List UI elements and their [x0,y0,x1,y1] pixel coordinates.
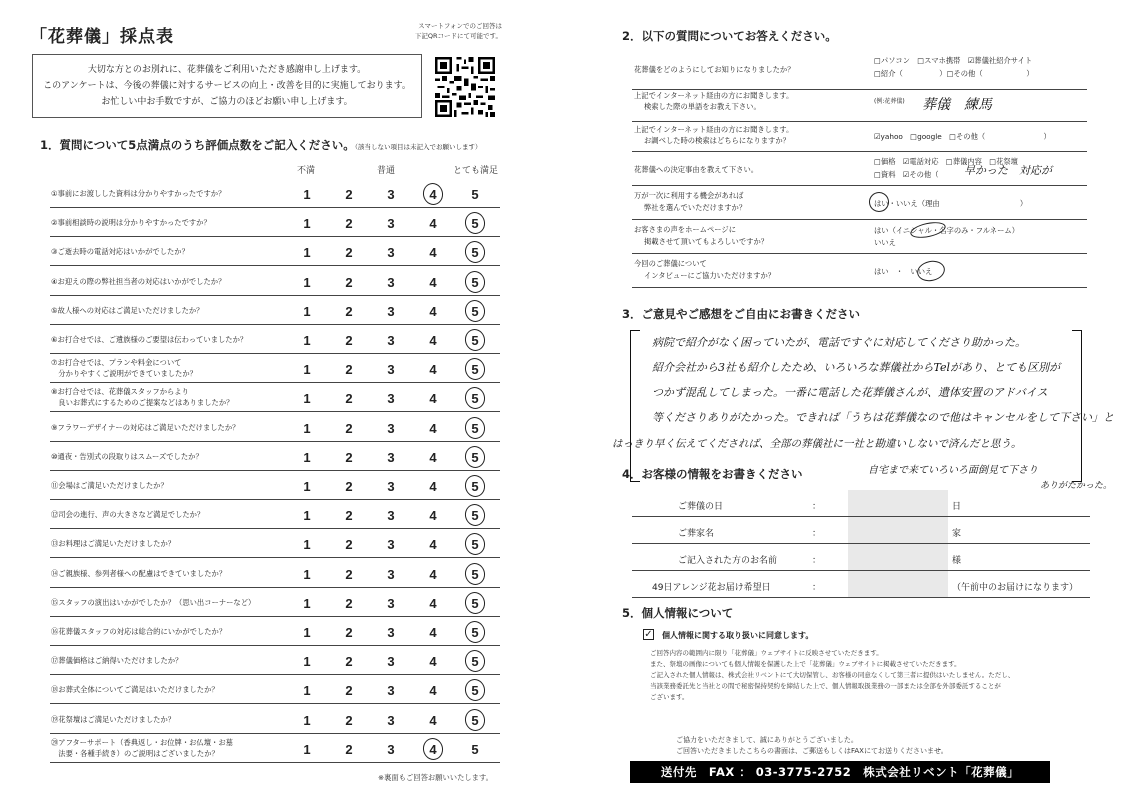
score-option[interactable]: 3 [387,449,395,465]
score-option[interactable]: 1 [303,274,311,290]
score-option[interactable]: 3 [387,479,395,494]
scale-label-high: とても満足 [453,166,499,176]
score-option[interactable]: 5 [471,216,479,232]
score-option[interactable]: 3 [387,274,395,290]
question-text: ⑳アフターサポート（香典返し・お位牌・お仏壇・お墓 [51,737,233,747]
question-row [50,734,500,763]
score-option[interactable]: 1 [303,712,311,728]
score-option[interactable]: 1 [303,303,311,319]
question-text: 良いお葬式にするためのご提案などはありましたか？ [51,398,234,408]
comment-line: はっきり早く伝えてくだされば、全部の葬儀社に一社と勘違いしないで済んだと思う。 [612,438,1022,450]
question-row [50,179,500,208]
question-text: ②事前相談時の説明は分かりやすかったですか？ [51,218,211,228]
footnote: ※裏面もご回答お願いいたします。 [378,773,493,782]
score-option[interactable]: 3 [387,654,395,670]
question-row [50,267,500,296]
score-option[interactable]: 5 [471,333,479,348]
question-row [50,705,500,734]
question-row [50,471,500,500]
q-how-known-options-2: □紹介（ ）□その他（ ） [874,69,1034,78]
q-reuse-options: はい・いいえ（理由 ） [874,199,1028,208]
score-option[interactable]: 4 [429,566,437,582]
thanks-text: ご協力をいただきまして、誠にありがとうございました。 ご回答いただきましたこちらの書面は、ご郵送もしくはFAXにてお送りくださいませ。 [676,736,948,755]
q-interview-row: 今回のご葬儀について インタビューにご協力いただけますか？ はい ・ いいえ [632,254,1087,288]
score-option[interactable]: 1 [303,449,311,465]
score-option[interactable]: 4 [429,654,437,670]
comment-bracket-right [1072,330,1082,482]
comment-line: ありがたかった。 [1040,481,1113,491]
question-text: ⑥お打合せでは、ご遺族様のご要望は伝わっていましたか？ [51,335,248,344]
score-option[interactable]: 4 [429,274,437,290]
question-row [50,208,500,237]
question-row [50,500,500,529]
question-text: ⑱お葬式全体についてご満足はいただけましたか？ [51,685,219,695]
q-interview-options: はい ・ いいえ [874,267,933,276]
question-text: ⑭ご親族様、参列者様への配慮はできていましたか？ [51,568,227,578]
score-option[interactable]: 2 [345,274,353,290]
score-option[interactable]: 1 [303,741,311,757]
selected-score-circle [463,473,487,499]
question-text: ⑰葬儀価格はご納得いただけましたか？ [51,656,183,666]
scale-label-mid: 普通 [377,166,396,176]
score-option[interactable]: 5 [471,625,479,640]
q-how-known-row: 花葬儀をどのようにしてお知りになりましたか？ □パソコン □スマホ携帯 ☑葬儀社紹介サイト □紹介（ ）□その他（ ） [632,50,1087,90]
selected-score-circle [463,444,487,470]
score-option[interactable]: 4 [429,595,437,611]
q-publish-voice-row: お客さまの声をホームページに 掲載させて頂いてもよろしいですか？ はい（イニシャル・名字のみ・フルネーム） いいえ [632,220,1087,254]
question-text: ⑦お打合せでは、プランや料金について [51,358,182,368]
score-option[interactable]: 2 [345,566,353,582]
score-option[interactable]: 4 [429,216,437,232]
score-option[interactable]: 2 [345,333,353,348]
info-row-delivery-date: 49日アレンジ花お届け希望日 ： （午前中のお届けになります） [632,573,1090,598]
question-text: ⑯花葬儀スタッフの対応は総合的にいかがでしたか？ [51,627,227,636]
score-option[interactable]: 1 [303,508,311,524]
selected-score-circle [463,386,487,412]
score-option[interactable]: 3 [387,595,395,611]
section4-title: 4．お客様の情報をお書きください [622,467,803,481]
score-option[interactable]: 2 [345,216,353,232]
score-option[interactable]: 1 [303,654,311,670]
consent-body: ご回答内容の範囲内に限り「花葬儀」ウェブサイトに反映させていただきます。 また、祭壇の画像についても個人情報を保護した上で「花葬儀」ウェブサイトに掲載させていただきます。 ご記入された個人情報は、株式会社リベントにて大切保管し、お客様の同意なくして第三者に提供はいたしません。ただし、 当該業務委託先と当社との間で秘密保持契約を締結した上で、個人情報取扱業務の一部または全部を外部委託することが ございます。 [650,649,1015,701]
info-row-funeral-date: ご葬儀の日 ： 日 [632,492,1090,517]
score-option[interactable]: 3 [387,741,395,757]
question-text: ①事前にお渡しした資料は分かりやすかったですか？ [51,189,226,198]
selected-score-circle [463,240,487,266]
q-how-known-options-1: □パソコン □スマホ携帯 ☑葬儀社紹介サイト [874,56,1033,65]
score-option[interactable]: 2 [345,712,353,728]
score-option[interactable]: 3 [387,537,395,553]
score-option[interactable]: 2 [345,741,353,757]
score-option[interactable]: 1 [303,420,311,436]
page-title: 「花葬儀」採点表 [30,27,174,47]
score-option[interactable]: 1 [303,566,311,582]
score-option[interactable]: 4 [429,508,437,524]
score-option[interactable]: 3 [387,245,395,261]
section5-title: 5．個人情報について [622,606,734,620]
question-row [50,413,500,442]
question-text: ⑬お料理はご満足いただけましたか？ [51,539,176,549]
score-option[interactable]: 1 [303,187,311,202]
selected-score-circle [463,356,487,382]
score-option[interactable]: 5 [471,479,479,494]
question-row [50,559,500,588]
qr-note: スマートフォンでのご回答は 下記QRコードにて可能です。 [414,22,502,40]
score-option[interactable]: 4 [429,362,437,378]
question-text: ③ご逝去時の電話対応はいかがでしたか？ [51,247,189,257]
score-option[interactable]: 4 [429,187,437,202]
score-option[interactable]: 3 [387,712,395,728]
score-option[interactable]: 5 [471,362,479,378]
section2-title: 2．以下の質問についてお答えください。 [622,29,837,43]
score-option[interactable]: 2 [345,654,353,670]
selected-score-circle [463,415,487,441]
selected-score-circle [463,619,487,645]
selected-score-circle [421,181,445,207]
score-option[interactable]: 4 [429,741,437,757]
selected-score-circle [463,502,487,528]
publish-initial-circle [909,219,947,240]
score-option[interactable]: 3 [387,625,395,640]
score-option[interactable]: 4 [429,303,437,319]
score-option[interactable]: 3 [387,216,395,232]
score-option[interactable]: 3 [387,420,395,436]
consent-title: 個人情報に関する取り扱いに同意します。 [662,631,814,640]
score-option[interactable]: 5 [471,537,479,553]
score-option[interactable]: 5 [471,566,479,582]
score-option[interactable]: 3 [387,683,395,699]
question-row [50,529,500,558]
score-option[interactable]: 5 [471,187,479,202]
question-row [50,442,500,471]
score-option[interactable]: 3 [387,333,395,348]
question-text: ④お迎えの際の弊社担当者の対応はいかがでしたか？ [51,276,226,286]
question-row [50,237,500,266]
selected-score-circle [463,532,487,558]
q-search-engine-row: 上記でインターネット経由の方にお聞きします。 お調べした時の検索はどちらになりますか？ ☑yahoo □google □その他（ ） [632,122,1087,152]
q-search-term-example: (例:花葬儀) [874,98,905,105]
question-row [50,296,500,325]
score-option[interactable]: 5 [471,654,479,670]
score-option[interactable]: 3 [387,362,395,378]
score-option[interactable]: 4 [429,245,437,261]
question-text: ⑧お打合せでは、花葬儀スタッフからより [51,387,189,397]
question-row [50,325,500,354]
section1-title: 1．質問について5点満点のうち評価点数をご記入ください。（該当しない項目は未記入でお願いします） [40,138,482,152]
selected-score-circle [463,590,487,616]
question-text: ⑩通夜・告別式の段取りはスムーズでしたか？ [51,451,203,461]
score-option[interactable]: 2 [345,187,353,202]
score-option[interactable]: 4 [429,683,437,699]
score-option[interactable]: 3 [387,508,395,524]
q-reuse-row: 万が一次に利用する機会があれば 弊社を選んでいただけますか？ はい・いいえ（理由 ） [632,186,1087,220]
question-row [50,617,500,646]
score-option[interactable]: 2 [345,449,353,465]
score-option[interactable]: 4 [429,449,437,465]
score-option[interactable]: 2 [345,508,353,524]
score-option[interactable]: 2 [345,362,353,378]
section3-title: 3．ご意見やご感想をご自由にお書きください [622,307,860,321]
score-option[interactable]: 1 [303,333,311,348]
score-option[interactable]: 4 [429,420,437,436]
q-decision-reason-row: 花葬儀への決定事由を教えて下さい。 □価格 ☑電話対応 □葬儀内容 □花祭壇 □資料 ☑その他（ 早かった 対応が [632,152,1087,186]
question-text: ⑮スタッフの演出はいかがでしたか？（思い出コーナーなど） [51,597,256,607]
selected-score-circle [463,561,487,587]
question-text: 分かりやすくご説明ができていましたか？ [51,369,197,379]
q-publish-options-2: いいえ [874,238,896,247]
score-option[interactable]: 1 [303,479,311,494]
comment-line: 病院で紹介がなく困っていたが、電話ですぐに対応してくださり助かった。 [652,336,1026,349]
score-option[interactable]: 5 [471,449,479,465]
selected-score-circle [463,298,487,324]
score-option[interactable]: 2 [345,479,353,494]
score-option[interactable]: 5 [471,712,479,728]
question-text: ⑤故人様への対応はご満足いただけましたか？ [51,305,204,315]
score-option[interactable]: 2 [345,625,353,640]
score-option[interactable]: 3 [387,303,395,319]
q-search-engine-options: ☑yahoo □google □その他（ ） [874,132,1051,141]
score-option[interactable]: 4 [429,333,437,348]
question-text: ⑫司会の進行、声の大きさなど満足でしたか？ [51,510,205,520]
selected-score-circle [421,736,445,762]
reuse-yes-circle [867,190,891,214]
score-option[interactable]: 2 [345,683,353,699]
score-option[interactable]: 3 [387,566,395,582]
selected-score-circle [463,327,487,353]
score-option[interactable]: 1 [303,537,311,553]
selected-score-circle [463,269,487,295]
question-row [50,646,500,675]
section1-note: （該当しない項目は未記入でお願いします） [354,143,482,151]
score-option[interactable]: 1 [303,595,311,611]
score-option[interactable]: 1 [303,216,311,232]
score-option[interactable]: 5 [471,741,479,757]
score-option[interactable]: 4 [429,712,437,728]
intro-box: 大切な方とのお別れに、花葬儀をご利用いただき感謝申し上げます。 このアンケートは、今後の葬儀に対するサービスの向上・改善を目的に実施しております。 お忙しい中お手数ですが、ご協力のほどお願い申し上げます。 [32,54,422,118]
interview-no-circle [915,258,947,283]
score-option[interactable]: 1 [303,625,311,640]
score-option[interactable]: 2 [345,420,353,436]
qr-code-icon [435,56,495,118]
score-option[interactable]: 1 [303,362,311,378]
score-option[interactable]: 5 [471,420,479,436]
comment-line: 紹介会社から3社も紹介したため、いろいろな葬儀社からTelがあり、とても区別が [652,361,1061,374]
score-option[interactable]: 5 [471,508,479,524]
q-decision-options-1: □価格 ☑電話対応 □葬儀内容 □花祭壇 [874,157,1018,166]
info-row-writer-name: ご記入された方のお名前 ： 様 [632,546,1090,571]
score-option[interactable]: 5 [471,683,479,699]
q-search-term-answer: 葬儀 練馬 [922,97,992,113]
q-publish-options-1: はい（イニシャル・名字のみ・フルネーム） [874,226,1019,235]
selected-score-circle [463,678,487,704]
score-option[interactable]: 2 [345,391,353,407]
score-option[interactable]: 2 [345,595,353,611]
score-option[interactable]: 3 [387,187,395,202]
score-option[interactable]: 5 [471,595,479,611]
question-row [50,588,500,617]
question-row [50,383,500,412]
selected-score-circle [463,707,487,733]
score-option[interactable]: 4 [429,479,437,494]
comment-line: つかず混乱してしまった。一番に電話した花葬儀さんが、遺体安置のアドバイス [652,386,1048,399]
q-search-term-row: 上記でインターネット経由の方にお聞きします。 検索した際の単語をお教え下さい。 (例:花葬儀) 葬儀 練馬 [632,90,1087,122]
selected-score-circle [463,210,487,236]
question-row [50,354,500,383]
q-decision-options-2: □資料 ☑その他（ [874,170,939,179]
question-text: 法要・各種手続き）のご説明はございましたか？ [51,748,219,758]
comment-bracket-left [630,330,640,482]
comment-line: 等くださりありがたかった。できれば「うちは花葬儀なので他はキャンセルをして下さい」と [652,411,1114,424]
score-option[interactable]: 5 [471,303,479,319]
score-option[interactable]: 4 [429,391,437,407]
info-row-family-name: ご葬家名 ： 家 [632,519,1090,544]
comment-line: 自宅まで来ていろいろ面倒見て下さり [868,465,1038,476]
score-option[interactable]: 5 [471,274,479,290]
scale-label-low: 不満 [297,166,316,176]
question-text: ⑲花祭壇はご満足いただけましたか？ [51,714,176,724]
score-option[interactable]: 2 [345,537,353,553]
score-option[interactable]: 5 [471,391,479,407]
fax-bar: 送付先 FAX ： 03-3775-2752 株式会社リベント「花葬儀」 [630,761,1050,783]
score-option[interactable]: 4 [429,537,437,553]
score-option[interactable]: 1 [303,683,311,699]
consent-checkbox[interactable]: ✓ [644,629,653,640]
score-option[interactable]: 4 [429,625,437,640]
score-option[interactable]: 1 [303,245,311,261]
question-text: ⑨フラワーデザイナーの対応はご満足いただけましたか？ [51,422,240,432]
score-option[interactable]: 2 [345,245,353,261]
question-row [50,675,500,704]
selected-score-circle [463,648,487,674]
score-option[interactable]: 2 [345,303,353,319]
score-option[interactable]: 3 [387,391,395,407]
q-decision-answer: 早かった 対応が [964,164,1052,177]
score-option[interactable]: 5 [471,245,479,261]
question-text: ⑪会場はご満足いただけましたか？ [51,481,168,490]
score-option[interactable]: 1 [303,391,311,407]
